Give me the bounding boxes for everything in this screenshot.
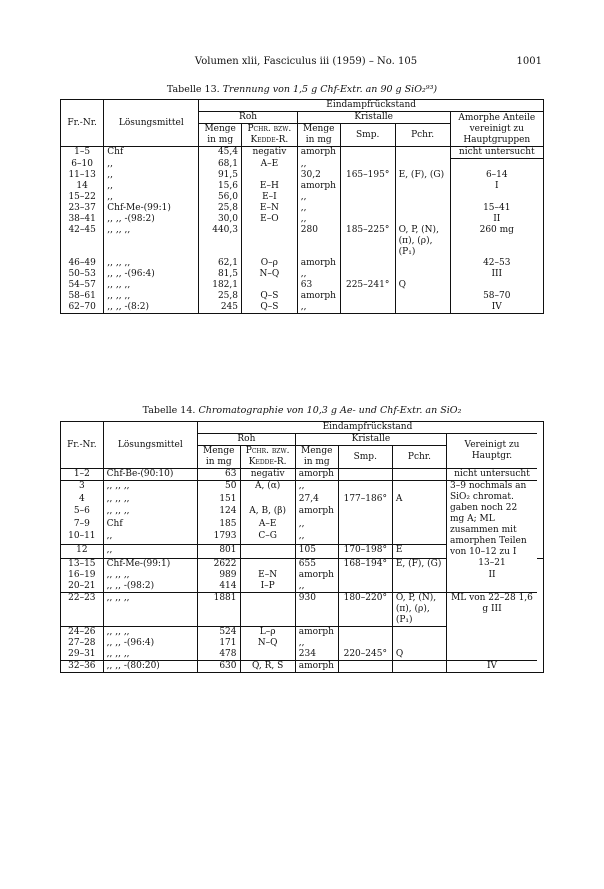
table-cell: ,, ,, ,,: [103, 592, 197, 626]
group-residue: Eindampfrückstand: [197, 422, 537, 434]
table-cell: 15–41: [483, 202, 511, 213]
table-row: [61, 291, 544, 302]
table-row: [61, 302, 544, 314]
table-cell: 170–198°: [338, 544, 392, 558]
table-row: [61, 592, 544, 626]
table-cell: 38–41: [61, 214, 104, 225]
table13: [60, 99, 544, 314]
col-solvent: Lösungsmittel: [104, 100, 199, 147]
table-cell: ,, ,, ,,: [104, 225, 199, 258]
table-cell: [338, 481, 392, 494]
table-cell: ,,: [297, 192, 340, 203]
table-cell: amorph: [297, 291, 340, 302]
table-cell: [395, 147, 450, 159]
table-cell: 91,5: [199, 170, 242, 181]
table-cell: [240, 592, 295, 626]
table-cell: IV: [486, 660, 498, 671]
table-cell: 260 mg: [479, 224, 514, 235]
table-cell: 12: [61, 544, 104, 558]
col-pchr2: Pchr.: [395, 124, 450, 147]
table-row: [61, 181, 544, 192]
table-cell: O, P, (N), (π), (ρ), (P₁): [392, 592, 446, 626]
table-cell: 27,4: [295, 494, 338, 507]
table-cell: 16–19: [61, 570, 104, 581]
table-cell: ,, ,, -(96:4): [104, 269, 199, 280]
table-cell: 46–49: [61, 258, 104, 269]
col-smp: Smp.: [338, 446, 392, 469]
table-cell: 27–28: [61, 638, 104, 649]
col-amount-cryst: Menge in mg: [295, 446, 338, 469]
table-cell: amorph: [297, 181, 340, 192]
table-cell: 225–241°: [340, 280, 395, 291]
table-cell: ,,: [297, 203, 340, 214]
table-cell: 63: [197, 469, 240, 481]
table-cell: N–Q: [240, 638, 295, 649]
table-cell: ,,: [297, 214, 340, 225]
table-cell: [537, 544, 544, 558]
table-cell: 1–2: [61, 469, 104, 481]
col-amount-raw: Menge in mg: [197, 446, 240, 469]
table-cell: ,, ,, -(98:2): [104, 214, 199, 225]
table-cell: ,, ,, -(80:20): [103, 660, 197, 672]
table-cell: 5–6: [61, 506, 104, 519]
table-cell: Q: [392, 649, 446, 661]
table-cell: 234: [295, 649, 338, 661]
col-amount-cryst: Menge in mg: [297, 124, 340, 147]
table-cell: E–I: [242, 192, 298, 203]
table-cell: II: [488, 569, 496, 580]
table-cell: 4: [61, 494, 104, 507]
table-cell: negativ: [240, 469, 295, 481]
table-cell: 414: [197, 581, 240, 593]
table-cell: ,,: [295, 519, 338, 532]
table-cell: [395, 181, 450, 192]
table-cell: 15,6: [199, 181, 242, 192]
table-cell: 185: [197, 519, 240, 532]
col-frnr: Fr.-Nr.: [61, 100, 104, 147]
table14: [60, 421, 544, 673]
table-row: [61, 170, 544, 181]
table-cell: 56,0: [199, 192, 242, 203]
note-22-28: ML von 22–28 1,6 g III: [451, 592, 533, 614]
table-cell: I–P: [240, 581, 295, 593]
table-cell: ,,: [295, 638, 338, 649]
table-cell: 42–53: [483, 257, 511, 268]
table-cell: 30,2: [297, 170, 340, 181]
journal-line: Volumen xlii, Fasciculus iii (1959) – No. 105: [194, 56, 418, 67]
table-cell: 171: [197, 638, 240, 649]
table-cell: ,, ,, -(96:4): [103, 638, 197, 649]
table-cell: [392, 570, 446, 581]
table-cell: [242, 170, 298, 181]
table-cell: 50–53: [61, 269, 104, 280]
table-cell: 6–14: [485, 169, 508, 180]
table-row: [61, 558, 544, 570]
table-cell: [340, 302, 395, 314]
table-cell: 930: [295, 592, 338, 626]
table-cell: 13–15: [61, 558, 104, 570]
table-cell: [392, 660, 446, 672]
table-cell: 62,1: [199, 258, 242, 269]
table-cell: Q–S: [242, 291, 298, 302]
table-cell: 6–10: [61, 159, 104, 170]
table-cell: ,,: [104, 181, 199, 192]
table-cell: [240, 649, 295, 661]
table-cell: [447, 581, 538, 593]
table-cell: [392, 581, 446, 593]
table-cell: I: [495, 180, 499, 191]
table-cell: ,, ,, ,,: [104, 291, 199, 302]
table-cell: 20–21: [61, 581, 104, 593]
table-row: [61, 469, 544, 481]
table-cell: [392, 531, 446, 544]
table-cell: E–N: [240, 570, 295, 581]
table-cell: E, (F), (G): [392, 558, 446, 570]
table-cell: E–N: [242, 203, 298, 214]
table-cell: [395, 291, 450, 302]
table-cell: 989: [197, 570, 240, 581]
table-cell: 1793: [197, 531, 240, 544]
table-cell: [240, 494, 295, 507]
col-pchr2: Pchr.: [392, 446, 446, 469]
table-cell: N–Q: [242, 269, 298, 280]
col-amorph: Amorphe Anteile vereinigt zu Hauptgruppen: [450, 112, 543, 147]
table-cell: ,,: [104, 170, 199, 181]
table-cell: [450, 192, 543, 203]
table-cell: 62–70: [61, 302, 104, 314]
table-cell: amorph: [295, 570, 338, 581]
table-row: [61, 203, 544, 214]
table-cell: 13–21: [478, 558, 506, 568]
table-cell: amorph: [295, 660, 338, 672]
table-cell: Chf-Me-(99:1): [104, 203, 199, 214]
col-solvent: Lösungsmittel: [103, 422, 197, 469]
table-cell: [395, 269, 450, 280]
table-cell: [450, 280, 543, 291]
table-cell: 15–22: [61, 192, 104, 203]
table-cell: [392, 481, 446, 494]
table-cell: [395, 159, 450, 170]
table-cell: ,,: [295, 481, 338, 494]
table-cell: 68,1: [199, 159, 242, 170]
table-cell: [338, 581, 392, 593]
table-cell: 23–37: [61, 203, 104, 214]
table-cell: 10–11: [61, 531, 104, 544]
table-cell: E: [392, 544, 446, 558]
table-cell: [240, 544, 295, 558]
table-cell: 151: [197, 494, 240, 507]
table-cell: [392, 626, 446, 638]
table-cell: [338, 469, 392, 481]
table-cell: [340, 192, 395, 203]
table-cell: nicht untersucht: [447, 469, 538, 481]
table-cell: [392, 506, 446, 519]
table-cell: [340, 147, 395, 159]
table-cell: 440,3: [199, 225, 242, 258]
table-cell: negativ: [242, 147, 298, 159]
table-cell: 2622: [197, 558, 240, 570]
table-cell: ,, ,, -(8:2): [104, 302, 199, 314]
table-cell: L–ρ: [240, 626, 295, 638]
group-crystals: Kristalle: [295, 434, 446, 446]
table-cell: ,,: [103, 544, 197, 558]
table-cell: [395, 214, 450, 225]
table-cell: [340, 258, 395, 269]
table-row: [61, 258, 544, 269]
table-cell: amorph: [295, 626, 338, 638]
table-row: [61, 147, 544, 159]
table-cell: 45,4: [199, 147, 242, 159]
table-cell: [338, 626, 392, 638]
table-row: [61, 192, 544, 203]
table-cell: Q, R, S: [240, 660, 295, 672]
table14-caption: Tabelle 14. Chromatographie von 10,3 g Ae- und Chf-Extr. an SiO₂: [142, 405, 462, 416]
table-cell: 58–61: [61, 291, 104, 302]
table-cell: ,,: [297, 159, 340, 170]
group-crystals: Kristalle: [297, 112, 450, 124]
table-cell: ,, ,, ,,: [103, 649, 197, 661]
table-cell: ,, ,, ,,: [103, 506, 197, 519]
page-header: [70, 56, 542, 70]
table-cell: 524: [197, 626, 240, 638]
table-cell: Q: [395, 280, 450, 291]
table-cell: E–H: [242, 181, 298, 192]
table-cell: 3: [61, 481, 104, 494]
table-cell: [447, 649, 538, 661]
table-cell: Chf-Me-(99:1): [103, 558, 197, 570]
table-cell: A–E: [242, 159, 298, 170]
table-cell: ,,: [103, 531, 197, 544]
table-cell: ,, ,, ,,: [103, 494, 197, 507]
table-cell: 168–194°: [338, 558, 392, 570]
table-cell: 220–245°: [338, 649, 392, 661]
table-cell: IV: [491, 301, 502, 312]
table-cell: [242, 225, 298, 258]
table-cell: A, (α): [240, 481, 295, 494]
table-cell: 14: [61, 181, 104, 192]
table-cell: 24–26: [61, 626, 104, 638]
table-cell: 177–186°: [338, 494, 392, 507]
table-cell: ,,: [104, 192, 199, 203]
table-cell: Chf: [104, 147, 199, 159]
table-cell: 801: [197, 544, 240, 558]
table-cell: 1–5: [61, 147, 104, 159]
col-smp: Smp.: [340, 124, 395, 147]
table-cell: ,, ,, ,,: [103, 481, 197, 494]
table-cell: Chf: [103, 519, 197, 532]
table-row: [61, 159, 544, 170]
table-row: [61, 481, 544, 494]
table-cell: 655: [295, 558, 338, 570]
page-number: 1001: [516, 56, 542, 67]
table-cell: A–E: [240, 519, 295, 532]
table-cell: 245: [199, 302, 242, 314]
table-cell: 182,1: [199, 280, 242, 291]
table-row: [61, 225, 544, 258]
table-cell: [392, 519, 446, 532]
table-row: [61, 214, 544, 225]
table-cell: 81,5: [199, 269, 242, 280]
table-cell: A: [392, 494, 446, 507]
table-cell: [242, 280, 298, 291]
table-cell: 32–36: [61, 660, 104, 672]
table-cell: Q–S: [242, 302, 298, 314]
table-cell: 58–70: [483, 290, 511, 301]
table-cell: ,, ,, ,,: [104, 258, 199, 269]
table-cell: [338, 506, 392, 519]
table-cell: amorph: [295, 469, 338, 481]
table-cell: 42–45: [61, 225, 104, 258]
table-row: [61, 280, 544, 291]
table-cell: [340, 181, 395, 192]
table-row: [61, 660, 544, 672]
table-cell: amorph: [297, 258, 340, 269]
col-amount-raw: Menge in mg: [199, 124, 242, 147]
col-pchr: Pchr. bzw. Kedde-R.: [240, 446, 295, 469]
table-cell: C–G: [240, 531, 295, 544]
table-cell: ,, ,, -(98:2): [103, 581, 197, 593]
table-cell: ,, ,, ,,: [104, 280, 199, 291]
table-cell: [392, 469, 446, 481]
note-3-11: 3–9 nochmals an SiO₂ chromat. gaben noch 22 mg A; ML zusammen mit amorphen Teilen von 10–12 zu I: [450, 481, 527, 557]
table-cell: 630: [197, 660, 240, 672]
table-cell: [340, 269, 395, 280]
table-cell: ,,: [295, 531, 338, 544]
table-cell: II: [493, 213, 501, 224]
table-cell: [340, 159, 395, 170]
table-cell: E, (F), (G): [395, 170, 450, 181]
table-cell: [395, 258, 450, 269]
table-cell: 11–13: [61, 170, 104, 181]
table-cell: [450, 159, 543, 170]
col-pchr: Pchr. bzw. Kedde-R.: [242, 124, 298, 147]
col-combined: Vereinigt zu Hauptgr.: [447, 434, 538, 469]
table-cell: O–ρ: [242, 258, 298, 269]
table-cell: 22–23: [61, 592, 104, 626]
group-residue: Eindampfrückstand: [199, 100, 544, 112]
table-cell: 124: [197, 506, 240, 519]
table-cell: O, P, (N), (π), (ρ), (P₁): [395, 225, 450, 258]
table-cell: 280: [297, 225, 340, 258]
table-cell: [392, 638, 446, 649]
group-raw: Roh: [199, 112, 297, 124]
table-cell: 50: [197, 481, 240, 494]
table-cell: III: [491, 268, 503, 279]
table-cell: [395, 302, 450, 314]
table-cell: 63: [297, 280, 340, 291]
table-cell: 30,0: [199, 214, 242, 225]
table-cell: ,,: [297, 302, 340, 314]
table-cell: Chf-Be-(90:10): [103, 469, 197, 481]
table-row: [61, 581, 544, 593]
table-cell: ,, ,, ,,: [103, 626, 197, 638]
table-cell: amorph: [295, 506, 338, 519]
table-cell: 54–57: [61, 280, 104, 291]
table-cell: 25,8: [199, 291, 242, 302]
table-cell: [338, 638, 392, 649]
table-row: [61, 649, 544, 661]
table-cell: [338, 531, 392, 544]
table-cell: 1881: [197, 592, 240, 626]
table-cell: [340, 203, 395, 214]
table-cell: [395, 192, 450, 203]
table-cell: [338, 660, 392, 672]
table-cell: 7–9: [61, 519, 104, 532]
table-cell: [340, 291, 395, 302]
col-frnr: Fr.-Nr.: [61, 422, 104, 469]
table-cell: 180–220°: [338, 592, 392, 626]
table-cell: [338, 519, 392, 532]
table-cell: amorph: [297, 147, 340, 159]
group-raw: Roh: [197, 434, 295, 446]
table-cell: 478: [197, 649, 240, 661]
table-cell: 185–225°: [340, 225, 395, 258]
table-cell: [395, 203, 450, 214]
table-cell: [240, 558, 295, 570]
table-cell: 25,8: [199, 203, 242, 214]
table-cell: ,, ,, ,,: [103, 570, 197, 581]
table-cell: [338, 570, 392, 581]
table-row: [61, 570, 544, 581]
table-cell: [340, 214, 395, 225]
table-cell: 29–31: [61, 649, 104, 661]
table-cell: ,,: [104, 159, 199, 170]
table-cell: A, B, (β): [240, 506, 295, 519]
table-row: [61, 269, 544, 280]
table13-caption: Tabelle 13. Trennung von 1,5 g Chf-Extr. an 90 g SiO₂⁹³): [166, 84, 438, 95]
table-cell: 165–195°: [340, 170, 395, 181]
table-cell: E–O: [242, 214, 298, 225]
table-cell: ,,: [297, 269, 340, 280]
table-cell: ,,: [295, 581, 338, 593]
table-cell: nicht untersucht: [450, 147, 543, 159]
table-cell: 105: [295, 544, 338, 558]
